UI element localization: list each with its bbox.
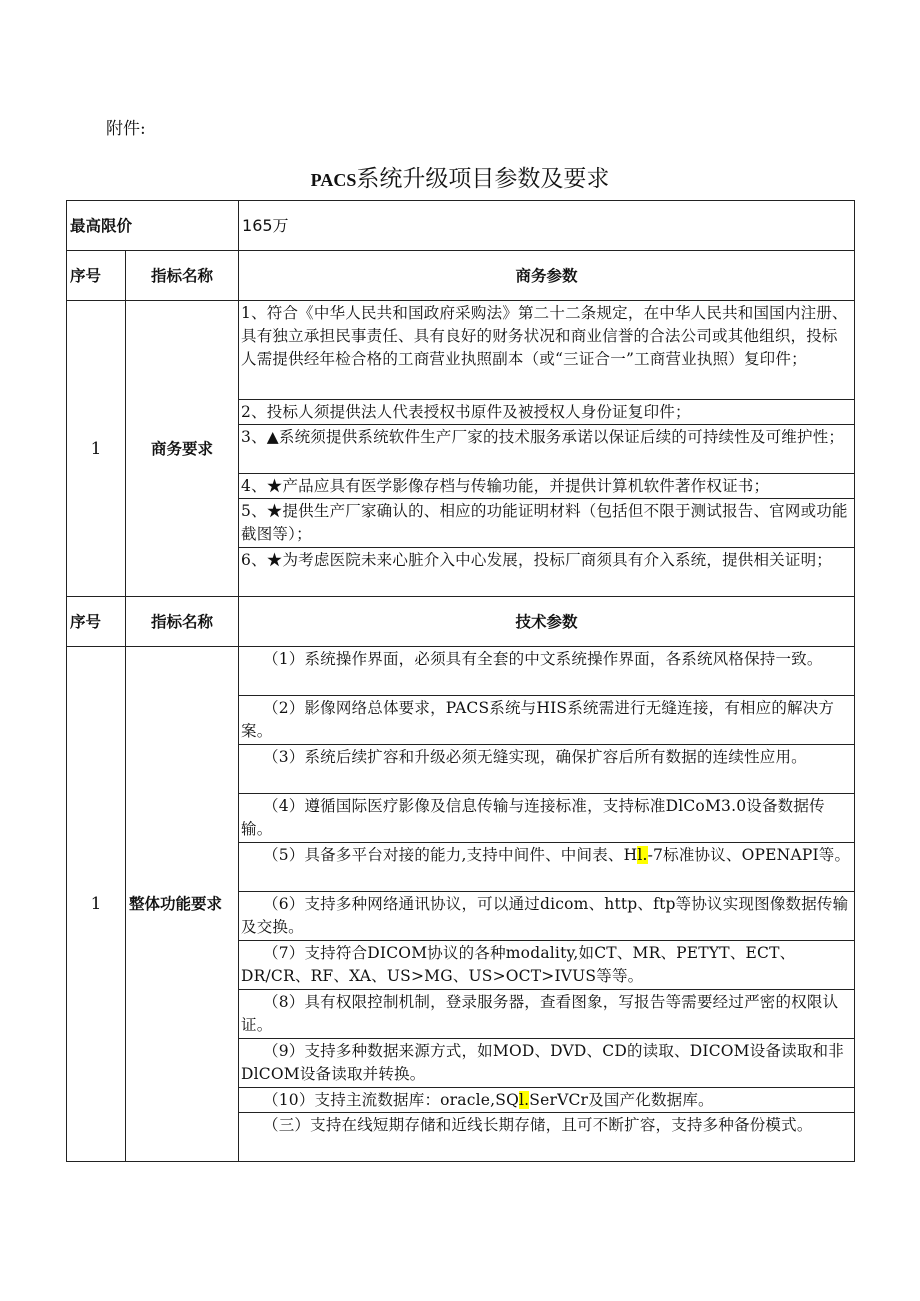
tech-item-11: （三）支持在线短期存储和近线长期存储，且可不断扩容，支持多种备份模式。 xyxy=(263,1116,813,1134)
business-params-header: 商务参数 xyxy=(239,251,855,301)
tech-item-10-after: SerVCr及国产化数据库。 xyxy=(529,1091,714,1109)
tech-item-6: （6）支持多种网络通讯协议，可以通过dicom、http、ftp等协议实现图像数据传输及交换。 xyxy=(239,892,854,941)
tech-item-3: （3）系统后续扩容和升级必须无缝实现，确保扩容后所有数据的连续性应用。 xyxy=(239,745,854,794)
tech-item-5-after: -7标准协议、OPENAPI等。 xyxy=(647,846,851,864)
tech-item-2: （2）影像网络总体要求，PACS系统与HIS系统需进行无缝连接，有相应的解决方案。 xyxy=(239,696,854,745)
business-item-1: 1、符合《中华人民共和国政府采购法》第二十二条规定，在中华人民共和国国内注册、具有独立承担民事责任、具有良好的财务状况和商业信誉的合法公司或其他组织，投标人需提供经年检合格的工商营业执照副本（或“三证合一”工商营业执照）复印件； xyxy=(239,301,854,400)
tech-item-10-before: （10）支持主流数据库：oracle,SQ xyxy=(263,1091,519,1109)
tech-item-4: （4）遵循国际医疗影像及信息传输与连接标准，支持标准DlCoM3.0设备数据传输。 xyxy=(239,794,854,843)
business-item-6: 6、★为考虑医院未来心脏介入中心发展，投标厂商须具有介入系统，提供相关证明； xyxy=(241,551,832,569)
max-price-label: 最高限价 xyxy=(67,201,239,251)
tech-name-header: 指标名称 xyxy=(126,597,239,647)
max-price-value: 165万 xyxy=(239,201,855,251)
business-row xyxy=(67,301,855,597)
business-item-5: 5、★提供生产厂家确认的、相应的功能证明材料（包括但不限于测试报告、官网或功能截图等）； xyxy=(239,499,854,548)
tech-item-1: （1）系统操作界面，必须具有全套的中文系统操作界面，各系统风格保持一致。 xyxy=(239,647,854,696)
business-seq-header: 序号 xyxy=(67,251,126,301)
business-item-4: 4、★产品应具有医学影像存档与传输功能，并提供计算机软件著作权证书； xyxy=(239,474,854,499)
business-item-3: 3、▲系统须提供系统软件生产厂家的技术服务承诺以保证后续的可持续性及可维护性； xyxy=(239,425,854,474)
tech-item-5-before: （5）具备多平台对接的能力,支持中间件、中间表、H xyxy=(263,846,638,864)
tech-item-10-highlight: l. xyxy=(519,1091,530,1109)
tech-items xyxy=(239,647,855,1162)
attachment-label: 附件: xyxy=(106,119,146,139)
requirements-table xyxy=(66,200,855,1162)
tech-item-5-highlight: l. xyxy=(637,846,648,864)
business-items xyxy=(239,301,855,597)
tech-seq: 1 xyxy=(67,647,126,1162)
max-price-row xyxy=(67,201,855,251)
document-title xyxy=(0,160,920,193)
business-seq: 1 xyxy=(67,301,126,597)
tech-row xyxy=(67,647,855,1162)
tech-item-5 xyxy=(239,843,854,892)
tech-name: 整体功能要求 xyxy=(126,647,239,1162)
business-name-header: 指标名称 xyxy=(126,251,239,301)
tech-seq-header: 序号 xyxy=(67,597,126,647)
tech-item-8: （8）具有权限控制机制，登录服务器，查看图象，写报告等需要经过严密的权限认证。 xyxy=(239,990,854,1039)
tech-header-row xyxy=(67,597,855,647)
business-header-row xyxy=(67,251,855,301)
title-latin: PACS xyxy=(310,170,357,190)
tech-item-10 xyxy=(239,1088,854,1113)
title-cjk: 系统升级项目参数及要求 xyxy=(356,166,610,192)
tech-params-header: 技术参数 xyxy=(239,597,855,647)
business-item-2: 2、投标人须提供法人代表授权书原件及被授权人身份证复印件； xyxy=(239,400,854,425)
tech-item-7: （7）支持符合DICOM协议的各种modality,如CT、MR、PETYT、ECT、DR/CR、RF、XA、US>MG、US>OCT>IVUS等等。 xyxy=(239,941,854,990)
tech-item-9: （9）支持多种数据来源方式，如MOD、DVD、CD的读取、DICOM设备读取和非DlCOM设备读取并转换。 xyxy=(239,1039,854,1088)
business-name: 商务要求 xyxy=(126,301,239,597)
